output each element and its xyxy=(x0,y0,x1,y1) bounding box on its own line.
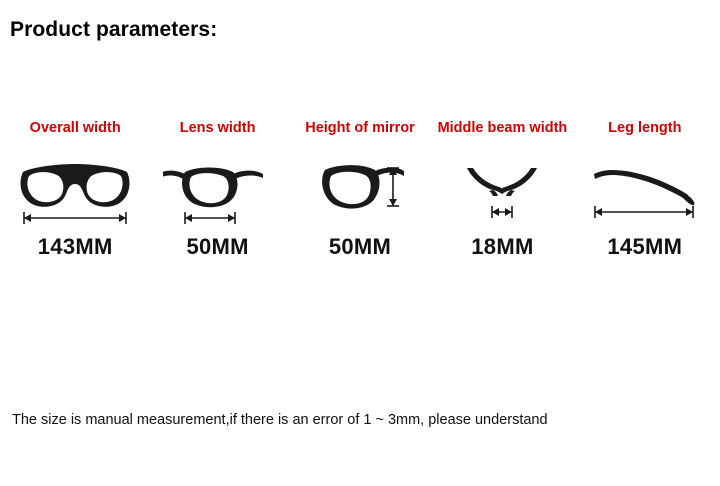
spec-value: 143MM xyxy=(37,234,113,259)
spec-item-height-of-mirror xyxy=(289,120,431,260)
measurement-note: The size is manual measurement,if there is an error of 1 ~ 3mm, please understand xyxy=(12,412,548,428)
spec-label: Overall width xyxy=(29,120,121,136)
spec-label: Height of mirror xyxy=(305,120,415,136)
page-title: Product parameters: xyxy=(10,18,218,41)
spec-label: Middle beam width xyxy=(437,120,568,136)
spec-value: 145MM xyxy=(607,234,683,259)
glasses-lens-width-icon xyxy=(163,150,273,228)
glasses-front-full-icon xyxy=(15,150,135,228)
spec-value: 50MM xyxy=(328,234,392,259)
spec-item-leg-length xyxy=(574,120,716,260)
glasses-lens-height-icon xyxy=(305,150,415,228)
spec-label: Leg length xyxy=(608,120,682,136)
spec-item-overall-width xyxy=(4,120,146,260)
spec-item-lens-width xyxy=(146,120,288,260)
spec-value: 50MM xyxy=(186,234,249,259)
spec-item-middle-beam-width xyxy=(431,120,573,260)
spec-value: 18MM xyxy=(471,234,534,259)
spec-list xyxy=(0,120,720,260)
glasses-bridge-icon xyxy=(447,150,557,228)
glasses-temple-icon xyxy=(590,150,700,228)
spec-label: Lens width xyxy=(179,120,256,136)
